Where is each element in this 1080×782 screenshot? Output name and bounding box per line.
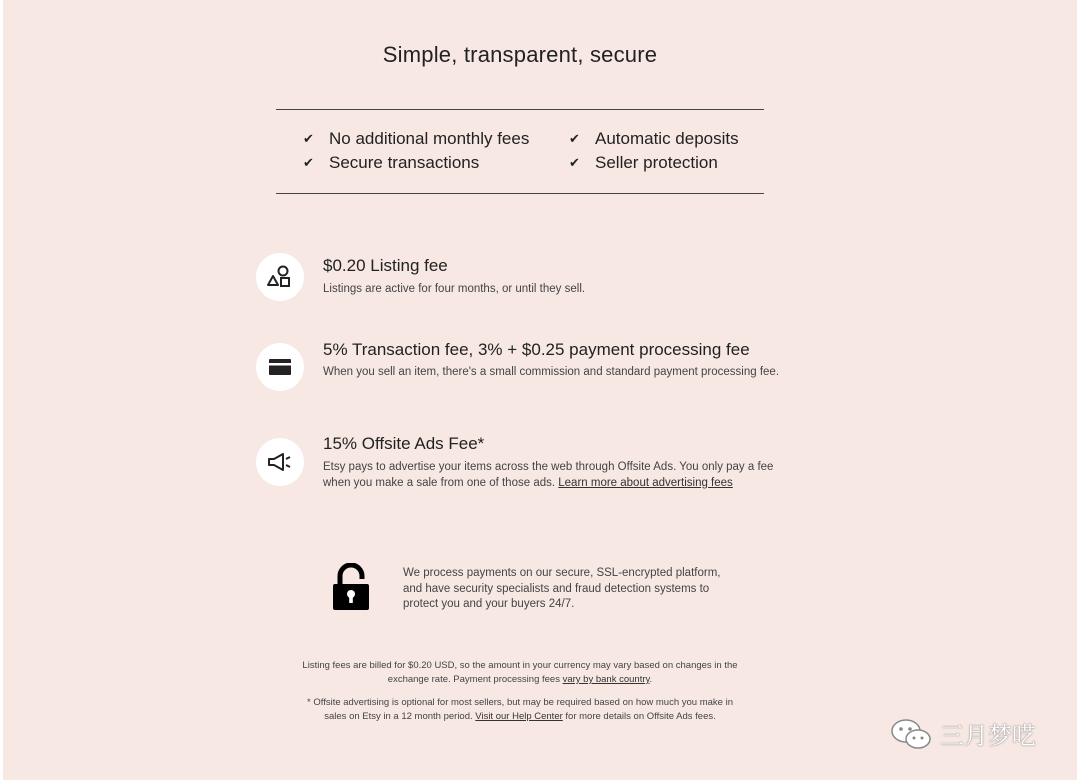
checkmark-icon: ✔: [303, 131, 314, 146]
bank-country-link[interactable]: vary by bank country: [562, 674, 650, 685]
advertising-fees-link[interactable]: Learn more about advertising fees: [558, 477, 733, 489]
feature-item: [303, 129, 529, 149]
credit-card-icon: [256, 343, 304, 391]
listing-footnote-end: .: [649, 674, 653, 685]
lock-icon: [330, 563, 372, 611]
offsite-footnote-text: * Offsite advertising is optional for most sellers, but may be required based on how much you make in sales on Etsy in a 12 month period.: [307, 697, 733, 722]
offsite-ads-fee-title: 15% Offsite Ads Fee*: [323, 434, 485, 453]
offsite-ads-footnote: [300, 696, 740, 724]
feature-item: [569, 153, 718, 173]
watermark: [890, 716, 1036, 751]
divider-top: [276, 109, 764, 110]
transaction-fee-description: When you sell an item, there's a small commission and standard payment processing fee.: [323, 366, 780, 378]
offsite-ads-fee-description: [323, 459, 793, 491]
checkmark-icon: ✔: [303, 155, 314, 170]
shapes-icon: [256, 253, 304, 301]
megaphone-icon: [256, 438, 304, 486]
feature-label: No additional monthly fees: [329, 129, 530, 148]
watermark-text: 三月梦呓: [940, 722, 1036, 750]
offsite-ads-description-text: Etsy pays to advertise your items across the web through Offsite Ads. You only pay a fee when you make a sale from one of those ads.: [323, 461, 774, 489]
listing-fees-footnote: [300, 659, 740, 687]
listing-fee-title: $0.20 Listing fee: [323, 256, 448, 275]
listing-fee-description: Listings are active for four months, or until they sell.: [323, 283, 586, 295]
security-text: We process payments on our secure, SSL-encrypted platform, and have security specialists and fraud detection systems to protect you and your buyers 24/7.: [403, 567, 721, 610]
help-center-link[interactable]: Visit our Help Center: [475, 711, 563, 722]
listing-footnote-text: Listing fees are billed for $0.20 USD, so the amount in your currency may vary based on changes in the exchange rate. Payment processing fees: [302, 660, 738, 685]
feature-item: [569, 129, 739, 149]
checkmark-icon: ✔: [569, 155, 580, 170]
feature-label: Seller protection: [595, 153, 718, 172]
offsite-footnote-end: for more details on Offsite Ads fees.: [565, 711, 716, 722]
feature-label: Automatic deposits: [595, 129, 739, 148]
feature-label: Secure transactions: [329, 153, 480, 172]
checkmark-icon: ✔: [569, 131, 580, 146]
wechat-icon: [890, 717, 932, 751]
page-title: Simple, transparent, secure: [382, 42, 658, 67]
transaction-fee-title: 5% Transaction fee, 3% + $0.25 payment processing fee: [323, 340, 750, 359]
divider-bottom: [276, 193, 764, 194]
feature-item: [303, 153, 479, 173]
